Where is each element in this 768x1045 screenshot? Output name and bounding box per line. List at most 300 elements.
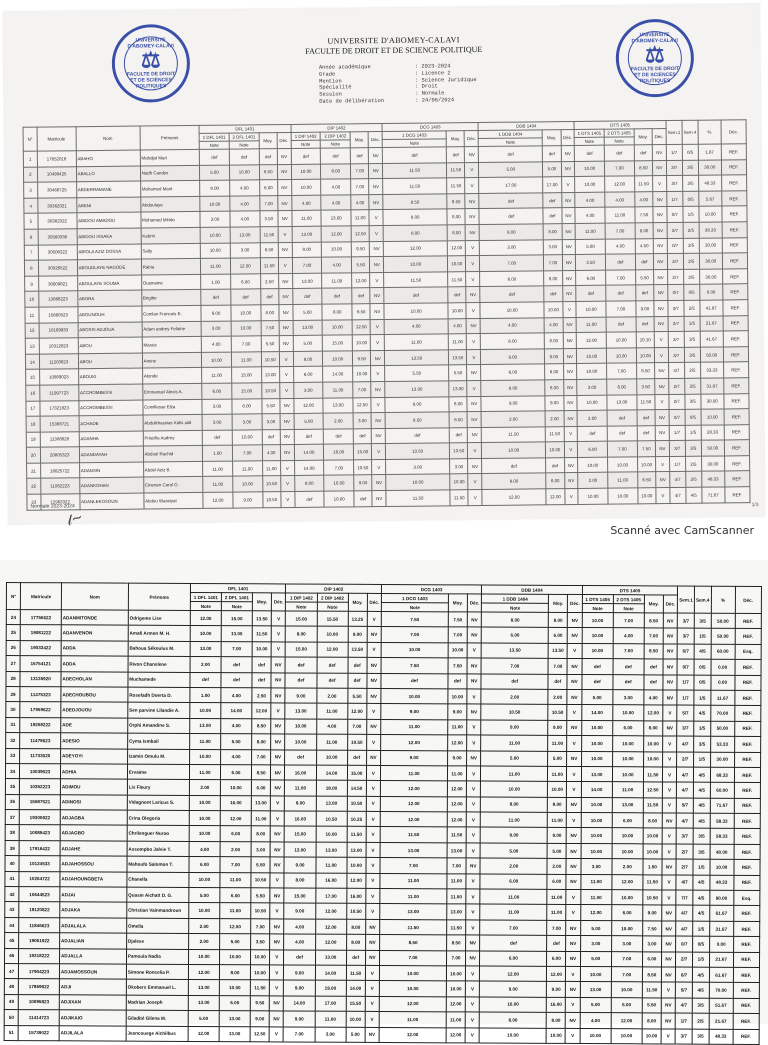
table-cell: 2 [23,167,37,183]
table-cell: def [252,657,271,672]
table-cell: 7.00 [232,445,262,461]
table-cell: 8.50 [636,363,654,379]
table-cell: V [467,643,481,658]
table-cell: NV [465,147,479,163]
table-cell: 2/5 [684,363,700,379]
header-nom: Nom [76,126,140,151]
table-cell: 13.00 [380,904,447,920]
table-cell: def [543,192,561,208]
table-cell: 5.00 [293,304,323,320]
table-cell: REF. [735,629,762,645]
table-cell: 11.50 [634,176,652,192]
table-cell: V [467,689,481,704]
table-cell: 7.50 [448,612,467,627]
table-cell: NV [370,303,384,319]
table-cell: 1/5 [693,752,710,767]
table-cell: NV [271,780,285,795]
table-cell: ADINOSI [60,794,127,810]
table-cell: 14.50 [347,781,366,796]
table-cell: 5/7 [676,982,693,997]
header-ecue: 2 DIP 1402 [320,132,350,140]
table-cell: 6.00 [612,813,643,829]
table-cell: NV [271,734,285,749]
header-note: Note [382,139,446,148]
table-cell: 34 [5,763,19,778]
table-cell: def [316,673,347,689]
table-cell: 3/7 [668,300,684,316]
table-cell: 4/7 [676,905,693,920]
table-cell: 11.50 [380,827,447,843]
header-ecue: 1 DFL 1401 [199,133,229,141]
table-cell: 71.67 [710,798,734,814]
table-cell: 12.00 [315,934,346,950]
table-cell: V [466,874,480,889]
table-cell: 5.50 [261,398,279,414]
table-cell: 4.00 [221,749,252,765]
table-cell: 3.00 [353,413,371,429]
table-cell: 12.50 [353,397,371,413]
table-cell: 8.00 [549,612,568,627]
header-moy: Moy. [542,130,560,146]
table-cell: NV [369,194,383,210]
table-cell: NV [656,472,670,488]
table-cell: NV [366,750,380,765]
table-cell: 10.50 [316,811,347,827]
table-cell: 2.00 [545,411,563,427]
table-cell: 31.67 [709,921,733,937]
table-cell: 6.00 [578,441,608,457]
table-cell: V [367,642,381,657]
table-cell: 7.00 [644,628,663,643]
table-cell: 40.00 [710,844,734,860]
metadata-value: : Droit [415,83,438,91]
table-cell: V [466,812,480,827]
header-nom: Nom [61,583,128,610]
table-cell: 17959622 [20,702,61,718]
table-cell: 10.50 [643,890,662,905]
table-cell: NV [561,192,575,208]
header-ecue: 1 DFL 1401 [190,592,221,601]
header-matricule: Matricule [37,127,76,151]
table-cell: 3.00 [200,211,230,227]
table-cell: 11.00 [481,735,548,751]
table-cell: 11062223 [40,478,79,494]
table-cell: NV [369,163,383,179]
table-cell: Odrigeme Lise [128,610,190,626]
table-cell: 11.00 [231,352,261,368]
table-cell: REF. [734,736,761,752]
header-ue: DTS 1405 [574,121,666,130]
header-note: Note [478,138,542,147]
table-cell: 10.00 [189,903,220,919]
table-cell: NV [652,160,666,176]
table-cell: 10169933 [39,322,78,338]
table-cell: Pamoula Nadia [126,949,188,965]
table-cell: Rosefadh Doerta D. [128,687,190,703]
table-cell: def [575,145,605,161]
table-cell: V [564,426,578,442]
table-cell: NV [655,425,669,441]
table-cell: 15.00 [347,765,366,780]
table-cell: 11.00 [447,889,466,904]
table-cell: 8.00 [548,797,567,812]
table-cell: 7.00 [605,223,635,239]
table-cell: 4.00 [575,208,605,224]
table-cell: def [644,674,663,689]
header-note: Note [199,141,229,149]
table-cell: NV [655,363,669,379]
table-cell: V [366,811,380,826]
table-cell: 30609821 [38,275,77,291]
table-cell: 11.00 [262,460,280,476]
table-cell: V [656,488,670,504]
table-cell: 13.00 [292,226,322,242]
table-cell: 51 [4,1025,18,1040]
table-cell: 10.00 [481,781,548,797]
table-cell: 27 [6,656,20,671]
table-cell: 13.00 [292,273,322,289]
table-cell: 6.00 [642,951,661,966]
table-cell: 3/5 [693,829,710,844]
table-cell: 0/5 [685,409,701,425]
table-cell: 11.50 [643,874,662,889]
table-cell: ABOULAYE SOUMA [77,275,141,291]
table-cell: 11.00 [447,766,466,781]
table-cell: 50.00 [711,613,735,629]
table-cell: 13.00 [188,980,219,996]
table-cell: 6.00 [202,383,232,399]
table-cell: 12.00 [644,705,663,720]
table-cell: 46 [5,948,19,963]
table-cell: 5.00 [580,920,611,936]
table-cell: NV [466,858,480,873]
table-cell: 4.00 [321,179,351,195]
table-cell: 7.00 [380,950,447,966]
table-cell: 10.00 [316,827,347,843]
table-cell: NV [567,751,581,766]
table-cell: 3/5 [692,1029,709,1044]
table-cell: 11.50 [252,626,271,641]
header-ecue: 2 DIP 1402 [317,593,348,602]
table-cell: NV [564,473,578,489]
table-cell: 4.00 [644,690,663,705]
table-cell: 10.00 [200,227,230,243]
table-cell: NV [468,458,482,474]
table-cell: NV [468,427,482,443]
table-cell: 4.00 [448,318,466,334]
table-cell: NV [280,429,294,445]
table-cell: 11.50 [250,980,269,995]
table-cell: 0/7 [667,238,683,254]
table-cell: 10.00 [219,949,250,965]
table-cell: 11.50 [643,767,662,782]
table-cell: 4/7 [676,875,693,890]
table-cell: def [578,426,608,442]
table-cell: NV [562,239,576,255]
table-cell: 10.00 [643,751,662,766]
header-moy: Moy. [348,593,367,611]
table-cell: ADIMOU [60,779,127,795]
table-cell: def [480,286,544,302]
table-cell: 10499425 [37,166,76,182]
table-cell: NV [653,223,667,239]
header-ue: DDB 1404 [478,121,574,130]
table-cell: 10.00 [381,688,448,704]
table-cell: def [543,208,561,224]
table-cell: 10.00 [612,844,643,860]
table-cell: 4.00 [321,195,351,211]
table-cell: 13.50 [449,349,467,365]
table-cell: Mahoufo Salomon T. [127,856,189,872]
metadata-key: Session [319,91,342,98]
table-cell: 15754121 [20,656,61,672]
table-cell: REF. [734,798,761,814]
table-cell: ADJAI [60,887,127,903]
table-cell: 15587521 [20,794,61,810]
table-cell: 5.00 [189,887,220,903]
table-cell: 15368721 [40,416,79,432]
table-cell: 13.50 [450,443,468,459]
table-cell: NV [564,411,578,427]
table-cell: 3/5 [693,844,710,859]
table-cell: 17 [26,401,40,417]
table-cell: 10.00 [608,457,638,473]
table-cell: 10.00 [578,457,608,473]
table-cell: 30 [6,702,20,717]
table-cell: 8.00 [321,163,351,179]
table-cell: 10.00 [229,164,259,180]
table-cell: ADECHOLAN [61,671,128,687]
table-cell: 12.00 [612,874,643,890]
table-cell: REF. [735,613,762,629]
table-cell: 9.50 [352,350,370,366]
table-cell: 6.00 [189,857,220,873]
table-cell: 8.00 [383,225,447,241]
table-cell: 13.00 [581,766,612,782]
table-cell: 5.50 [261,336,279,352]
table-cell: 6.00 [576,270,606,286]
table-cell: 11.00 [575,223,605,239]
table-cell: V [366,873,380,888]
table-cell: 13.00 [219,1026,250,1042]
table-cell: 11.00 [608,472,638,488]
table-cell: 4.00 [229,180,259,196]
table-cell: 12.00 [317,642,348,658]
table-cell: 12.00 [321,226,351,242]
header-sem4: Sem.4 [694,586,711,613]
table-cell: 61.67 [709,967,733,983]
table-cell: REF. [723,331,748,347]
table-cell: 9.00 [285,688,316,704]
table-cell: V [366,842,380,857]
table-cell: Cinenen Carol G. [143,477,203,493]
table-cell: V [465,178,479,194]
table-cell: 16.00 [285,811,316,827]
header-dec: Déc. [271,593,285,611]
table-cell: V [567,813,581,828]
table-cell: 10.00 [479,1028,546,1044]
table-cell: 12.00 [447,812,466,827]
table-cell: ADANVENON [61,625,128,641]
table-cell: Cyma Ismbail [127,733,189,749]
table-cell: 17.00 [479,177,543,193]
table-cell: 14.00 [315,965,346,981]
seal-emblem-icon: ⚖ [140,47,161,73]
table-cell: 8.00 [346,934,365,949]
table-cell: 16.00 [346,888,365,903]
table-cell: 8.00 [482,612,549,628]
table-cell: 9.00 [481,395,545,411]
table-cell: 6.00 [219,995,250,1011]
table-cell: 25 [6,625,20,640]
metadata-value: : Normale [415,90,445,97]
table-cell: 10.50 [251,903,270,918]
table-cell: 3/7 [678,613,695,628]
table-cell: 5.00 [543,161,561,177]
table-cell: 12.00 [446,1027,465,1042]
header-sem1: Sem.1 [666,120,682,144]
table-cell: 10.00 [285,719,316,735]
table-cell: 9.00 [381,750,448,766]
table-cell: 9.00 [481,349,545,365]
table-cell: 10264722 [19,871,60,887]
header-percent: % [698,120,721,144]
table-cell: 8.00 [479,224,543,240]
header-dec: Déc. [467,594,481,612]
table-cell: 11.00 [315,1011,346,1027]
table-cell: ADANHA [79,431,143,447]
table-cell: 4/7 [677,782,694,797]
header-moy: Moy. [549,594,568,612]
table-cell: NV [270,826,284,841]
table-cell: 16 [26,385,40,401]
table-cell: NV [467,673,481,688]
table-cell: Quasm Aichatt D. G. [127,887,189,903]
table-cell: V [367,611,381,626]
table-cell: 9.00 [284,1011,315,1027]
table-cell: Djalexe [126,933,188,949]
table-cell: 11.00 [322,273,352,289]
table-cell: 41 [5,871,19,886]
header-ue: DIP 1402 [291,124,383,133]
header-matricule: Matricule [21,583,62,610]
table-cell: 11306628 [40,431,79,447]
header-note: Note [190,601,221,610]
table-cell: 12.00 [379,1027,446,1043]
table-cell: NV [271,765,285,780]
header-ecue: 2 DTS 1405 [613,595,644,604]
table-cell: 20805323 [40,447,79,463]
table-cell: 33 [6,748,20,763]
table-cell: 10.00 [611,1028,642,1044]
table-cell: 12.00 [188,964,219,980]
table-cell: 10.00 [450,474,468,490]
table-cell: NV [563,395,577,411]
table-cell: 7.00 [604,160,634,176]
table-cell: 12.00 [346,873,365,888]
table-cell: NV [652,145,666,161]
table-cell: 16.00 [546,997,565,1012]
table-cell: 11.00 [251,811,270,826]
table-cell: 4.00 [480,317,544,333]
table-cell: 2.00 [189,918,220,934]
table-cell: NV [466,224,480,240]
table-cell: 10.00 [611,920,642,936]
seal-text: UNIVERSITE D'ABOMEY-CALAVI [631,31,678,45]
table-cell: V [465,997,479,1012]
table-cell: V [468,490,482,506]
table-cell: 0/7 [668,285,684,301]
table-cell: 17652018 [37,151,76,167]
table-cell: 30468725 [37,182,76,198]
table-cell: 11846623 [19,917,60,933]
table-cell: 12.50 [351,226,369,242]
table-cell: 42 [5,887,19,902]
table-cell: 7.00 [607,441,637,457]
table-cell: def [448,673,467,688]
table-cell: Sally [141,243,201,259]
table-cell: 10.00 [575,176,605,192]
table-cell: 10.00 [608,488,638,504]
table-cell: ADJIKAIO [59,1010,126,1026]
table-cell: NV [372,428,386,444]
table-cell: 4.00 [351,194,369,210]
table-cell: 4/5 [693,890,710,905]
table-cell: 10.00 [548,782,567,797]
table-cell: 12.00 [220,918,251,934]
table-cell: 71.67 [702,487,725,503]
table-cell: V [662,767,676,782]
table-cell: NV [467,396,481,412]
table-cell: 2.00 [480,858,547,874]
table-cell: 10.00 [580,966,611,982]
header-moy: Moy. [350,132,368,148]
signature-mark: 𝓁~ [64,509,86,530]
table-cell: 9.00 [292,242,322,258]
table-cell: NV [269,996,283,1011]
table-cell: 5.00 [294,413,324,429]
table-cell: 0/7 [669,409,685,425]
seal-text: UNIVERSITE D'ABOMEY-CALAVI [127,37,174,50]
table-cell: NV [468,412,482,428]
table-cell: V [663,736,677,751]
table-cell: 1/7 [669,425,685,441]
table-cell: 7.00 [481,658,548,674]
table-cell: def [324,429,354,445]
table-cell: 2/7 [676,859,693,874]
table-cell: NV [567,797,581,812]
table-cell: 2.00 [548,689,567,704]
header-moy: Moy. [446,131,464,147]
table-cell: 10.00 [347,858,366,873]
table-cell: 2.00 [481,411,545,427]
table-cell: 1.67 [698,144,721,160]
table-cell: 19305922 [20,810,61,826]
table-cell: 1 [23,151,37,167]
table-cell: 4/5 [693,813,710,828]
table-cell: def [347,750,366,765]
table-cell: Amine [142,352,202,368]
table-cell: 10889023 [39,369,78,385]
table-cell: 19269222 [20,717,61,733]
table-cell: 12.00 [381,735,448,751]
table-cell: REF. [724,409,749,425]
table-cell: 11.00 [481,766,548,782]
table-cell: V [365,904,379,919]
table-cell: 11997723 [39,385,78,401]
table-cell: 7.00 [448,627,467,642]
table-cell: 1/5 [684,316,700,332]
